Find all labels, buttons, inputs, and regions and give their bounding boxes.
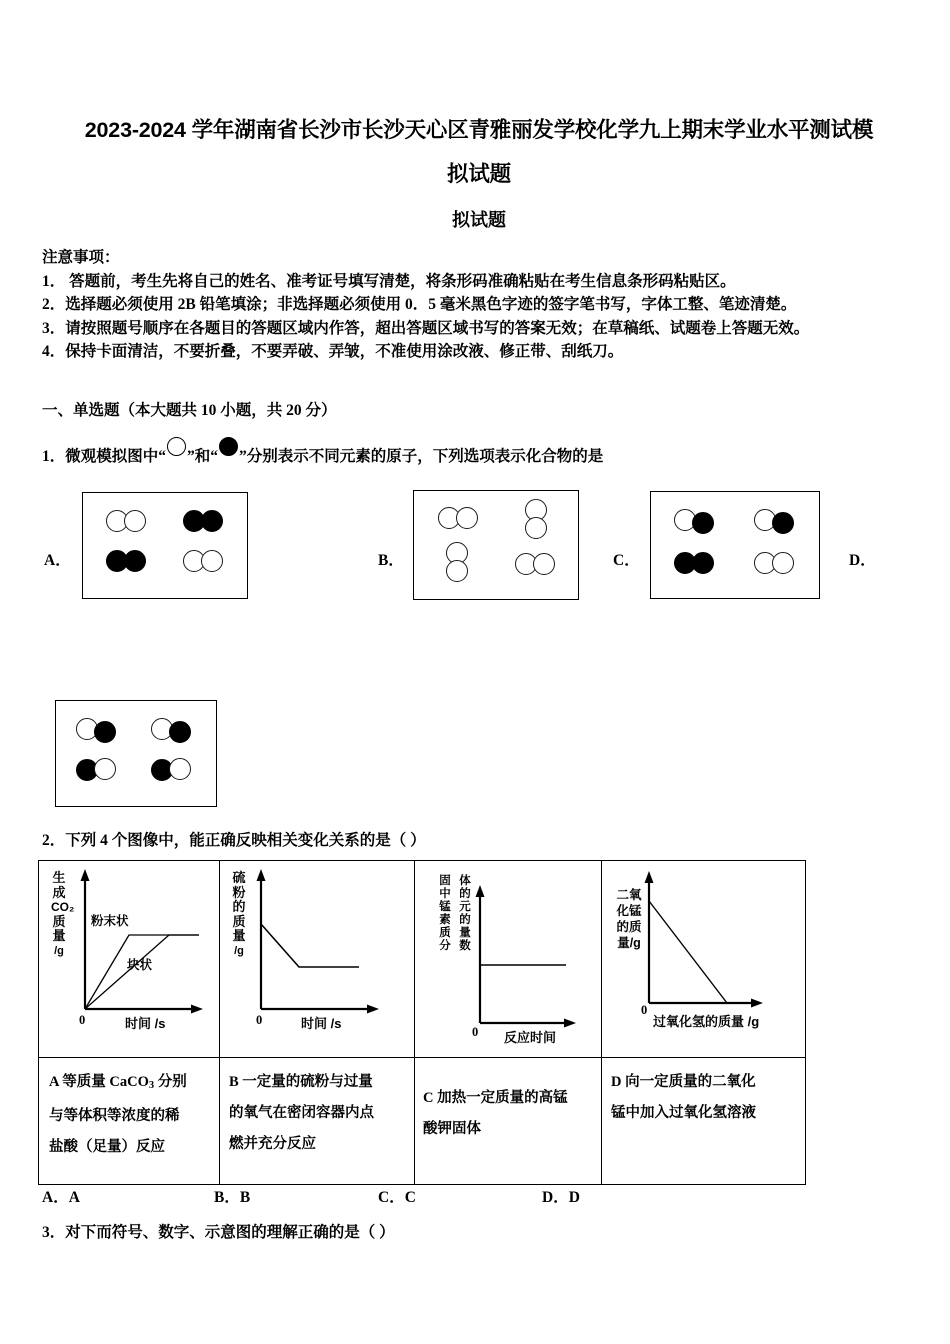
black-atom-icon bbox=[169, 721, 191, 743]
notice-heading: 注意事项： bbox=[42, 249, 120, 266]
chart-a-caption: A 等质量 CaCO$_3$ 分别 与等体积等浓度的稀 盐酸（足量）反应 bbox=[49, 1074, 187, 1155]
answer-option-d[interactable]: D．D bbox=[542, 1189, 580, 1206]
chart-b bbox=[219, 861, 414, 1057]
chart-c-origin-label: 0 bbox=[472, 1025, 479, 1039]
page-subtitle: 拟试题 bbox=[452, 210, 506, 230]
black-atom-icon bbox=[772, 512, 794, 534]
question-2-text: 下列 4 个图像中，能正确反映相关变化关系的是（ ） bbox=[65, 832, 426, 849]
option-d-molecule-box[interactable] bbox=[55, 700, 217, 807]
option-c-label: C． bbox=[613, 552, 640, 569]
question-2-chart-table bbox=[38, 860, 806, 1185]
question-3-text: 对下而符号、数字、示意图的理解正确的是（ ） bbox=[65, 1224, 395, 1241]
chart-a-xlabel: 时间 /s bbox=[125, 1016, 166, 1031]
question-1-number: 1． bbox=[42, 448, 66, 465]
chart-a bbox=[39, 861, 219, 1057]
chart-d-ylabel: 二氧 化锰 的质 量/g bbox=[616, 888, 642, 950]
chart-c-caption: C 加热一定质量的高锰 酸钾固体 bbox=[423, 1090, 568, 1137]
chart-c bbox=[414, 861, 601, 1057]
question-1-text-part-2: ”和“ bbox=[187, 448, 219, 465]
chart-a-ylabel: 生 成 CO₂ 质 量 /g bbox=[51, 870, 75, 957]
chart-d-xlabel: 过氧化氢的质量 /g bbox=[653, 1014, 760, 1029]
white-atom-icon bbox=[456, 507, 478, 529]
black-atom-icon bbox=[219, 437, 238, 456]
notice-item-4: 4．保持卡面清洁，不要折叠，不要弄破、弄皱，不准使用涂改液、修正带、刮纸刀。 bbox=[42, 343, 624, 360]
chart-a-curve-label-lump: 块状 bbox=[127, 958, 153, 972]
question-3-stem bbox=[42, 1220, 395, 1242]
black-atom-icon bbox=[201, 510, 223, 532]
black-atom-icon bbox=[94, 721, 116, 743]
chart-a-curve-label-powder: 粉末状 bbox=[91, 914, 129, 928]
notice-block bbox=[42, 246, 922, 364]
question-1-stem bbox=[42, 437, 603, 466]
option-a-label: A． bbox=[44, 552, 71, 569]
white-atom-icon bbox=[167, 437, 186, 456]
question-1-text-part-1: 微观模拟图中“ bbox=[65, 448, 167, 465]
notice-item-2: 2．选择题必须使用 2B 铅笔填涂；非选择题必须使用 0．5 毫米黑色字迹的签字笔书写，字体工整、笔迹清楚。 bbox=[42, 296, 797, 313]
section-heading-single-choice: 一、单选题（本大题共 10 小题，共 20 分） bbox=[42, 402, 337, 419]
option-a-molecule-box[interactable] bbox=[82, 492, 248, 599]
white-atom-icon bbox=[446, 560, 468, 582]
answer-option-c[interactable]: C．C bbox=[378, 1189, 416, 1206]
chart-c-xlabel: 反应时间 bbox=[504, 1030, 557, 1045]
answer-option-a[interactable]: A．A bbox=[42, 1189, 80, 1206]
white-atom-icon bbox=[124, 510, 146, 532]
black-atom-icon bbox=[692, 552, 714, 574]
answer-option-b[interactable]: B．B bbox=[214, 1189, 251, 1206]
question-2-stem bbox=[42, 828, 426, 850]
white-atom-icon bbox=[772, 552, 794, 574]
chart-c-ylabel-col-1: 固 中 锰 素 质 分 bbox=[439, 875, 451, 952]
page-title-line-1: 2023-2024 学年湖南省长沙市长沙天心区青雅丽发学校化学九上期末学业水平测试模 bbox=[84, 118, 874, 142]
chart-b-caption: B 一定量的硫粉与过量 的氧气在密闭容器内点 燃并充分反应 bbox=[229, 1074, 374, 1152]
chart-d bbox=[601, 861, 805, 1057]
chart-d-caption: D 向一定质量的二氧化 锰中加入过氧化氢溶液 bbox=[611, 1074, 756, 1121]
option-b-label: B． bbox=[378, 552, 404, 569]
notice-item-1: 1． 答题前，考生先将自己的姓名、准考证号填写清楚，将条形码准确粘贴在考生信息条形码粘贴区。 bbox=[42, 272, 736, 290]
chart-b-xlabel: 时间 /s bbox=[301, 1016, 342, 1031]
notice-item-3: 3．请按照题号顺序在各题目的答题区域内作答，超出答题区域书写的答案无效；在草稿纸、试题卷上答题无效。 bbox=[42, 319, 810, 337]
page-title-line-2: 拟试题 bbox=[447, 162, 511, 186]
table-divider-horizontal bbox=[39, 1057, 805, 1058]
white-atom-icon bbox=[94, 758, 116, 780]
chart-b-ylabel: 硫 粉 的 质 量 /g bbox=[232, 870, 246, 957]
caco3-subscript: 3 bbox=[148, 1080, 155, 1091]
option-b-molecule-box[interactable] bbox=[413, 490, 579, 600]
option-c-molecule-box[interactable] bbox=[650, 491, 820, 599]
white-atom-icon bbox=[201, 550, 223, 572]
black-atom-icon bbox=[124, 550, 146, 572]
white-atom-icon bbox=[533, 553, 555, 575]
chart-a-origin-label: 0 bbox=[79, 1013, 86, 1027]
black-atom-icon bbox=[692, 512, 714, 534]
white-atom-icon bbox=[169, 758, 191, 780]
option-d-label: D． bbox=[849, 552, 876, 569]
question-1-text-part-3: ”分别表示不同元素的原子，下列选项表示化合物的是 bbox=[239, 448, 604, 465]
chart-b-origin-label: 0 bbox=[256, 1013, 263, 1027]
white-atom-icon bbox=[525, 517, 547, 539]
chart-c-ylabel-col-2: 体 的 元 的 量 数 bbox=[459, 875, 471, 952]
page-title bbox=[48, 108, 910, 196]
question-2-number: 2． bbox=[42, 832, 66, 849]
question-3-number: 3． bbox=[42, 1224, 66, 1241]
chart-d-origin-label: 0 bbox=[641, 1003, 648, 1017]
